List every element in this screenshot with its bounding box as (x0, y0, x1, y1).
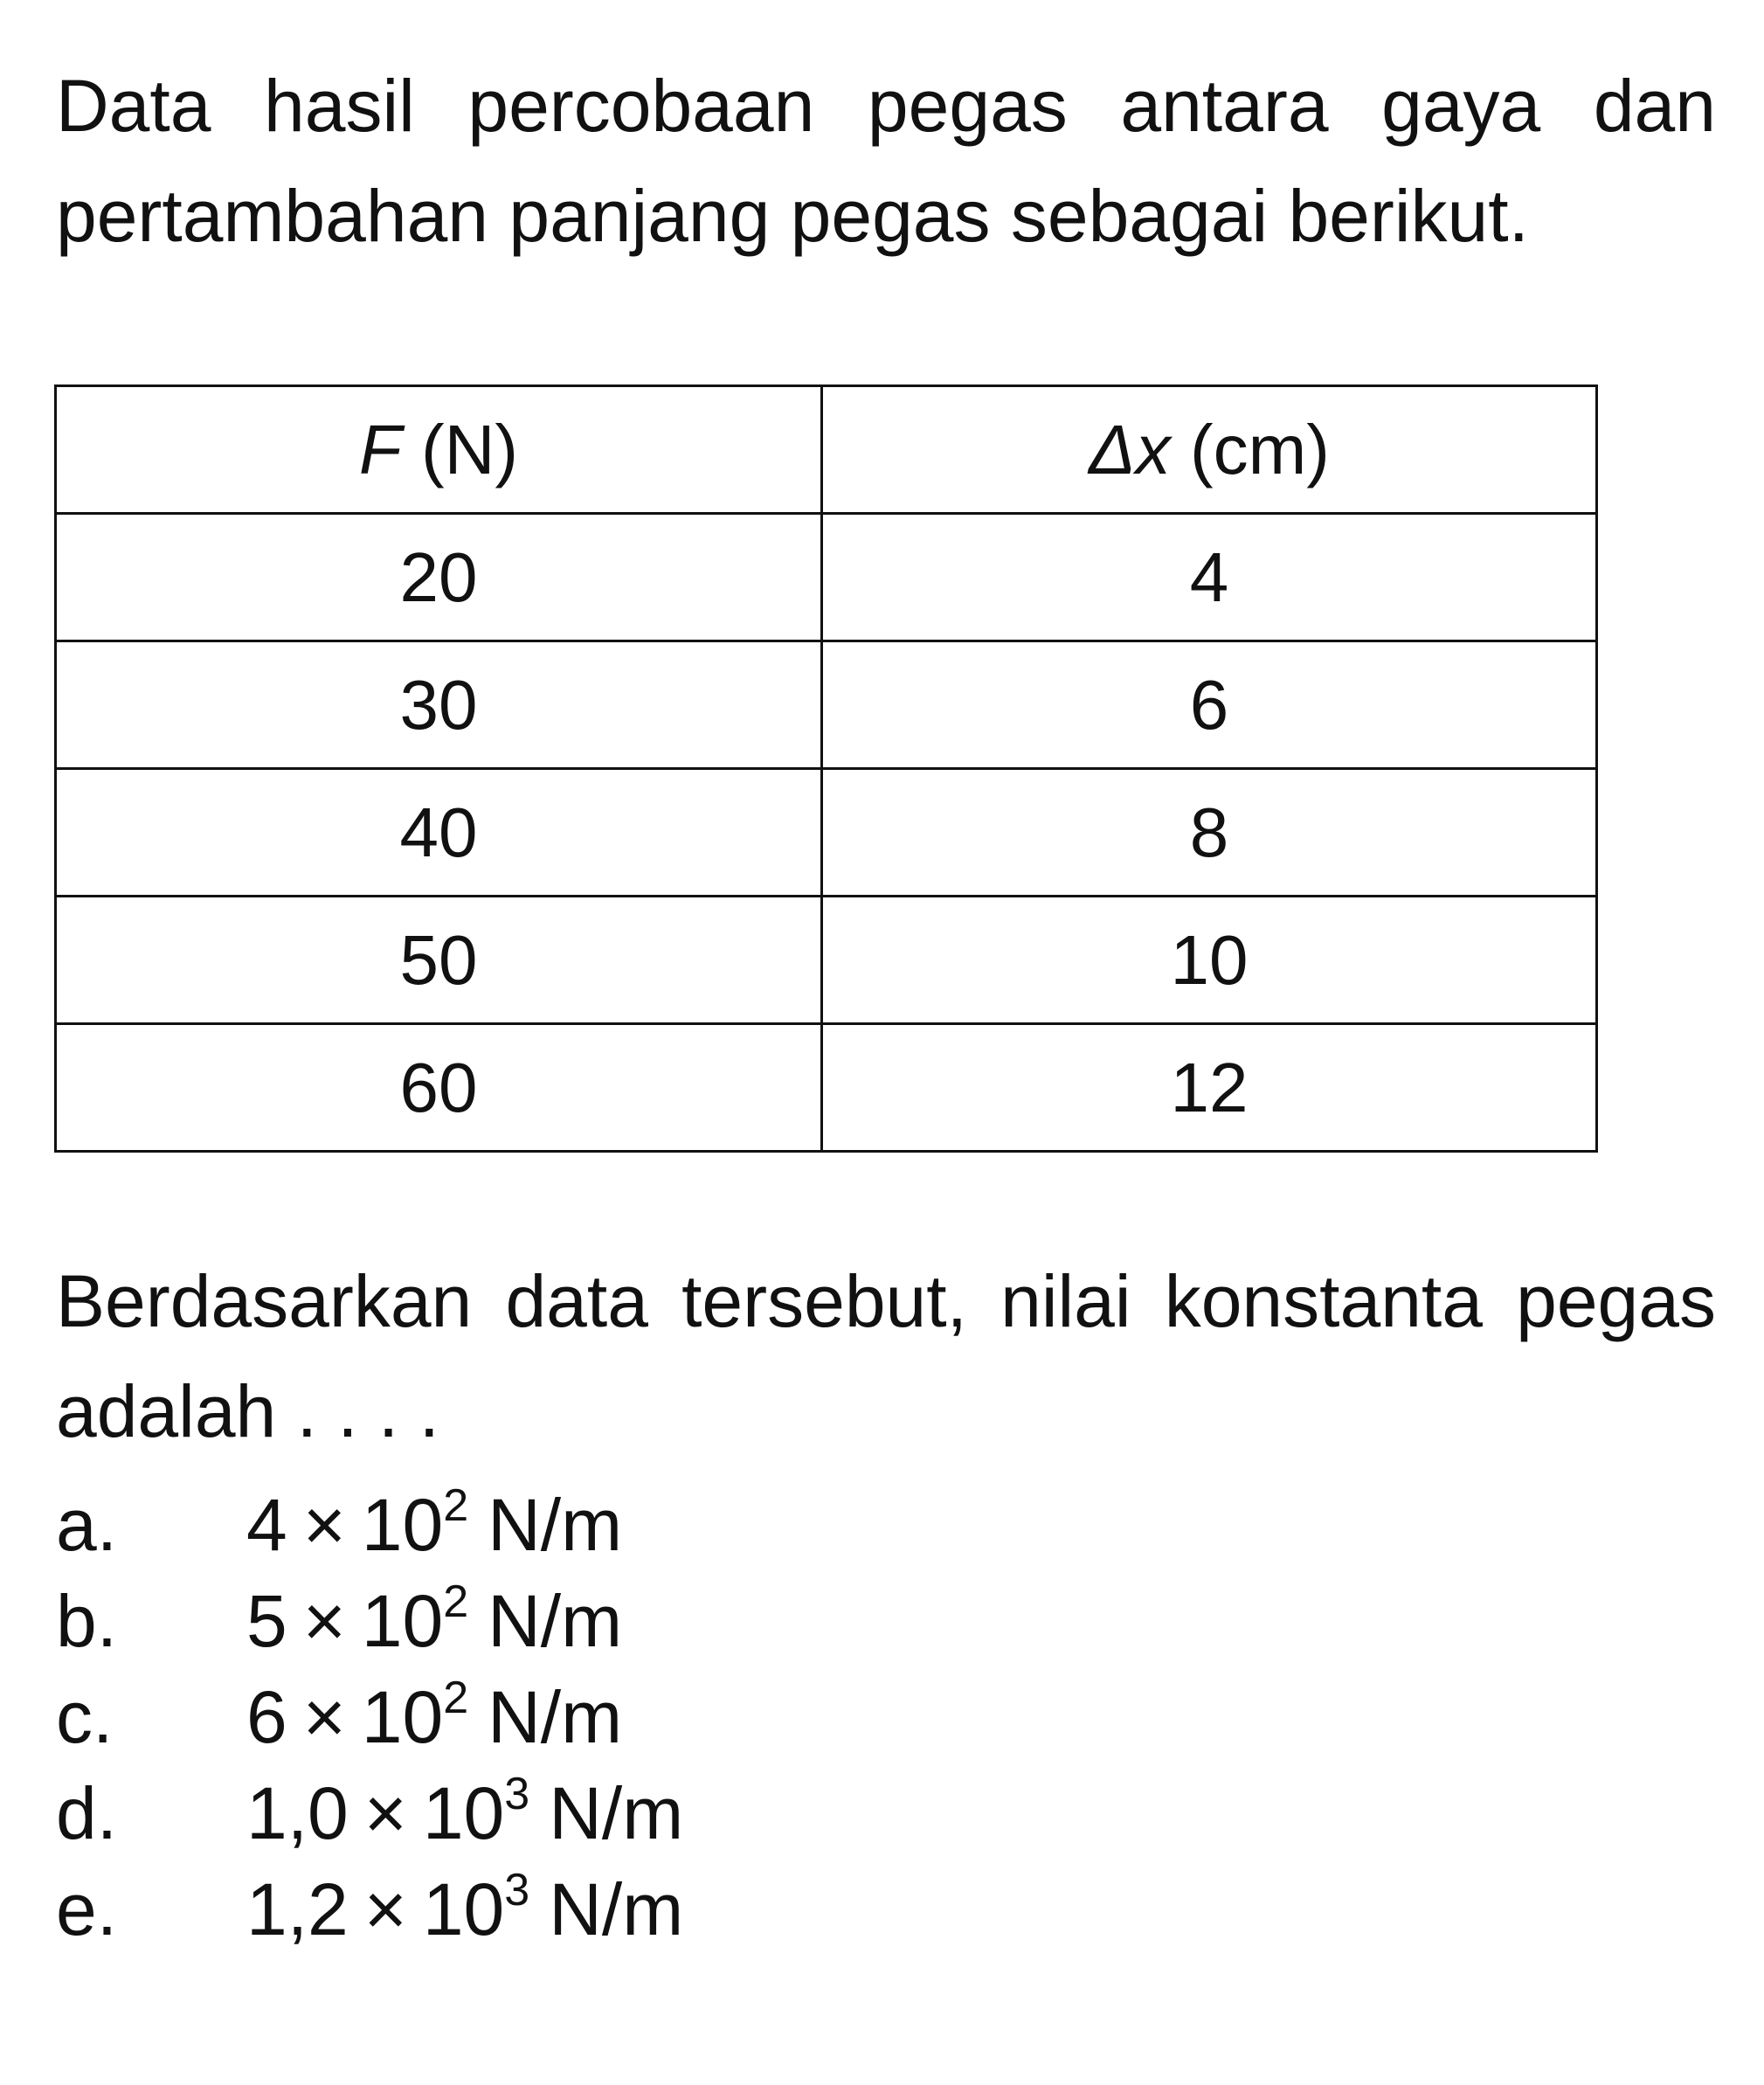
header-extension (822, 386, 1597, 514)
intro-text: Data hasil percobaan pegas antara gaya dan pertambahan panjang pegas sebagai berikut. (56, 65, 1716, 257)
option-value (246, 1480, 623, 1566)
times-sign: × (302, 1580, 346, 1662)
option-letter: d. (56, 1772, 118, 1854)
header-extension-symbol: Δx (1089, 410, 1171, 488)
cell-force: 20 (56, 514, 822, 641)
cell-force: 50 (56, 897, 822, 1024)
answer-options (56, 1477, 683, 1957)
option-exponent: 3 (504, 1769, 530, 1819)
question-text: Berdasarkan data tersebut, nilai konstanta pegas adalah . . . . (56, 1260, 1716, 1452)
option-letter: e. (56, 1868, 118, 1950)
option-coefficient: 5 (246, 1580, 287, 1662)
cell-force: 40 (56, 769, 822, 897)
cell-extension: 4 (822, 514, 1597, 641)
table-row (56, 897, 1597, 1024)
option-value (246, 1673, 623, 1758)
option-base: 10 (361, 1676, 444, 1758)
option-exponent: 2 (443, 1576, 469, 1627)
cell-extension: 8 (822, 769, 1597, 897)
table-row (56, 1024, 1597, 1152)
option-coefficient: 6 (246, 1676, 287, 1758)
times-sign: × (302, 1676, 346, 1758)
option-unit: N/m (488, 1484, 623, 1566)
option-e[interactable] (56, 1861, 683, 1957)
option-coefficient: 1,0 (246, 1772, 349, 1854)
option-unit: N/m (549, 1868, 684, 1950)
cell-extension: 6 (822, 641, 1597, 769)
option-coefficient: 4 (246, 1484, 287, 1566)
option-base: 10 (361, 1484, 444, 1566)
option-value (246, 1865, 684, 1950)
header-force-symbol: F (358, 410, 402, 488)
table-header-row (56, 386, 1597, 514)
option-base: 10 (422, 1772, 505, 1854)
option-exponent: 2 (443, 1480, 469, 1531)
option-exponent: 3 (504, 1865, 530, 1915)
cell-force: 30 (56, 641, 822, 769)
option-unit: N/m (488, 1676, 623, 1758)
option-b[interactable] (56, 1573, 683, 1669)
option-coefficient: 1,2 (246, 1868, 349, 1950)
option-letter: b. (56, 1580, 118, 1662)
option-c[interactable] (56, 1669, 683, 1765)
option-unit: N/m (488, 1580, 623, 1662)
table-row (56, 641, 1597, 769)
header-force (56, 386, 822, 514)
option-exponent: 2 (443, 1673, 469, 1723)
option-d[interactable] (56, 1765, 683, 1861)
cell-extension: 12 (822, 1024, 1597, 1152)
option-letter: a. (56, 1484, 118, 1566)
times-sign: × (363, 1772, 407, 1854)
option-value (246, 1576, 623, 1662)
data-table (54, 384, 1598, 1153)
cell-force: 60 (56, 1024, 822, 1152)
option-unit: N/m (549, 1772, 684, 1854)
header-force-unit: (N) (421, 410, 519, 488)
option-base: 10 (422, 1868, 505, 1950)
option-letter: c. (56, 1676, 114, 1758)
cell-extension: 10 (822, 897, 1597, 1024)
option-a[interactable] (56, 1477, 683, 1573)
table-row (56, 769, 1597, 897)
option-base: 10 (361, 1580, 444, 1662)
times-sign: × (302, 1484, 346, 1566)
option-value (246, 1769, 684, 1854)
header-extension-unit: (cm) (1189, 410, 1330, 488)
times-sign: × (363, 1868, 407, 1950)
table-row (56, 514, 1597, 641)
